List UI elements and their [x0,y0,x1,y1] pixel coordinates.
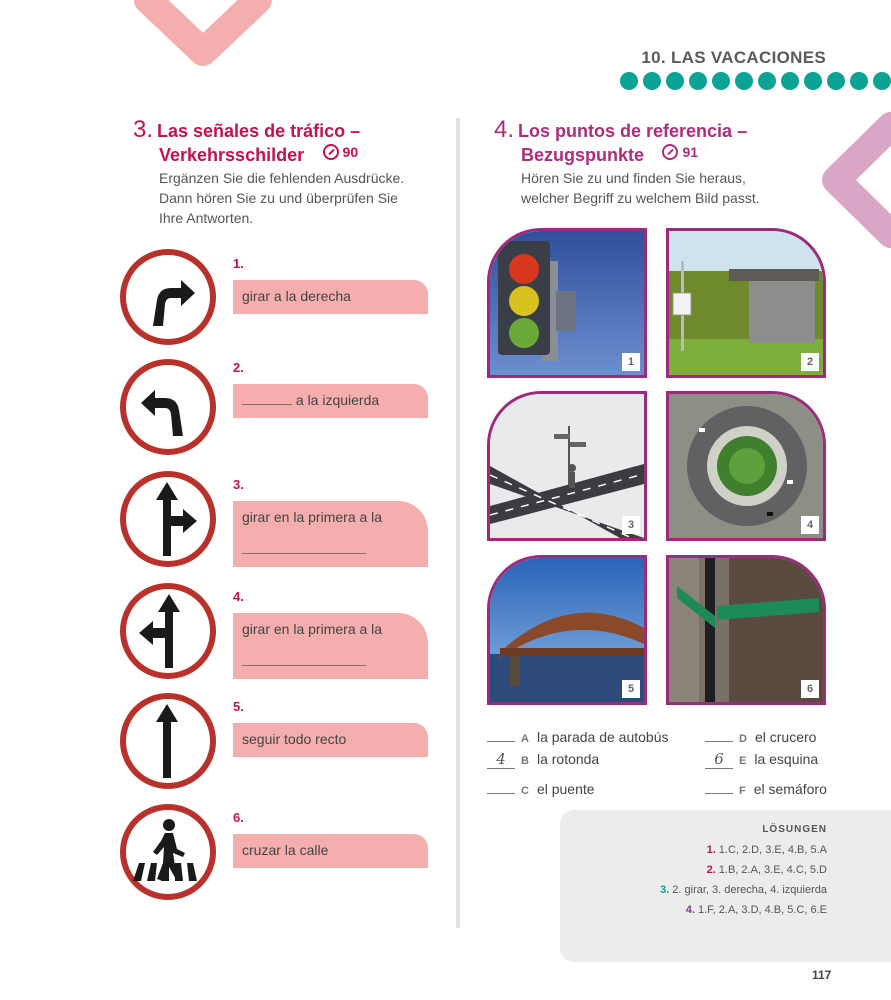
item-number: 1. [233,256,244,271]
fill-in-blank[interactable] [242,665,366,666]
photo-bus-stop [666,228,826,378]
match-answer-field[interactable] [705,777,733,794]
match-item-c [487,777,595,797]
answer-text: girar a la derecha [242,288,351,304]
exercise-instructions: Dann hören Sie zu und überprüfen Sie [159,190,398,206]
first-right-sign-icon [119,470,217,568]
photo-traffic-light [487,228,647,378]
photo-bridge [487,555,647,705]
answer-text: a la izquierda [295,392,380,408]
exercise-instructions: Ergänzen Sie die fehlenden Ausdrücke. [159,170,405,186]
solution-line: 3. 2. girar, 3. derecha, 4. izquierda [660,884,827,896]
street-corner-image [669,558,823,702]
audio-track[interactable] [323,144,359,160]
fill-in-blank[interactable] [242,404,292,405]
match-letter: D [739,733,747,745]
match-term: la rotonda [536,751,600,767]
match-letter: A [521,733,529,745]
photo-number: 2 [801,353,819,371]
exercise-4-header [494,116,814,208]
exercise-title: Las señales de tráfico – [157,121,361,141]
crossroads-image [490,394,644,538]
exercise-instructions: welcher Begriff zu welchem Bild passt. [521,190,760,206]
answer-box-4[interactable] [233,613,428,679]
column-divider [456,118,460,928]
audio-cd-icon [662,144,678,160]
match-answer-field[interactable] [487,777,515,794]
first-left-sign-icon [119,582,217,680]
audio-track-number: 91 [682,144,699,160]
answer-box-2[interactable] [233,384,428,418]
solution-line: 2. 1.B, 2.A, 3.E, 4.C, 5.D [706,864,827,876]
match-letter: E [739,755,747,767]
match-answer-field[interactable]: 4 [487,752,515,769]
exercise-subtitle: Bezugspunkte [521,145,645,165]
straight-ahead-sign-icon [119,692,217,790]
answer-box-3[interactable] [233,501,428,567]
decorative-chevron-left-icon [812,110,891,250]
exercise-instructions: Ihre Antworten. [159,210,254,226]
exercise-number: 3. [133,116,154,143]
audio-track[interactable] [662,144,698,160]
item-number: 5. [233,699,244,714]
turn-left-sign-icon [119,358,217,456]
match-answer-field[interactable] [487,725,515,742]
photo-number: 5 [622,680,640,698]
photo-roundabout [666,391,826,541]
item-number: 6. [233,810,244,825]
solution-line: 1. 1.C, 2.D, 3.E, 4.B, 5.A [706,844,827,856]
match-term: la esquina [754,751,819,767]
match-term: la parada de autobús [536,729,669,745]
answer-box-1[interactable] [233,280,428,314]
solutions-heading: LÖSUNGEN [762,824,827,835]
solutions-box [560,810,891,962]
solution-line: 4. 1.F, 2.A, 3.D, 4.B, 5.C, 6.E [685,904,827,916]
decorative-chevron-down-icon [134,0,272,78]
match-term: el puente [536,781,595,797]
answer-text: girar en la primera a la [242,509,383,525]
roundabout-image [669,394,823,538]
turn-right-sign-icon [119,248,217,346]
page-number: 117 [812,968,832,982]
exercise-3-header [133,116,443,228]
traffic-light-image [490,231,644,375]
answer-box-6[interactable] [233,834,428,868]
pedestrian-crossing-sign-icon [119,803,217,901]
item-number: 3. [233,477,244,492]
match-term: el semáforo [753,781,827,797]
match-item-a [487,725,669,745]
item-number: 4. [233,589,244,604]
match-term: el crucero [754,729,817,745]
photo-number: 3 [622,516,640,534]
answer-text: cruzar la calle [242,842,329,858]
chapter-dots-decoration [620,72,891,92]
audio-track-number: 90 [342,144,359,160]
item-number: 2. [233,360,244,375]
answer-box-5[interactable] [233,723,428,757]
match-item-f [705,777,827,797]
answer-text: girar en la primera a la [242,621,383,637]
photo-number: 6 [801,680,819,698]
match-letter: F [739,785,746,797]
photo-crossroads [487,391,647,541]
match-answer-field[interactable]: 6 [705,752,733,769]
exercise-title: Los puntos de referencia – [518,121,748,141]
match-item-e [705,751,818,769]
audio-cd-icon [323,144,339,160]
photo-street-corner [666,555,826,705]
photo-number: 4 [801,516,819,534]
fill-in-blank[interactable] [242,553,366,554]
exercise-number: 4. [494,116,515,143]
exercise-instructions: Hören Sie zu und finden Sie heraus, [521,170,746,186]
match-answer-field[interactable] [705,725,733,742]
match-letter: C [521,785,529,797]
chapter-title: 10. LAS VACACIONES [641,48,826,67]
bridge-image [490,558,644,702]
match-item-b [487,751,599,769]
answer-text: seguir todo recto [242,731,347,747]
photo-number: 1 [622,353,640,371]
match-letter: B [521,755,529,767]
exercise-subtitle: Verkehrsschilder [159,145,305,165]
match-item-d [705,725,816,745]
bus-stop-image [669,231,823,375]
